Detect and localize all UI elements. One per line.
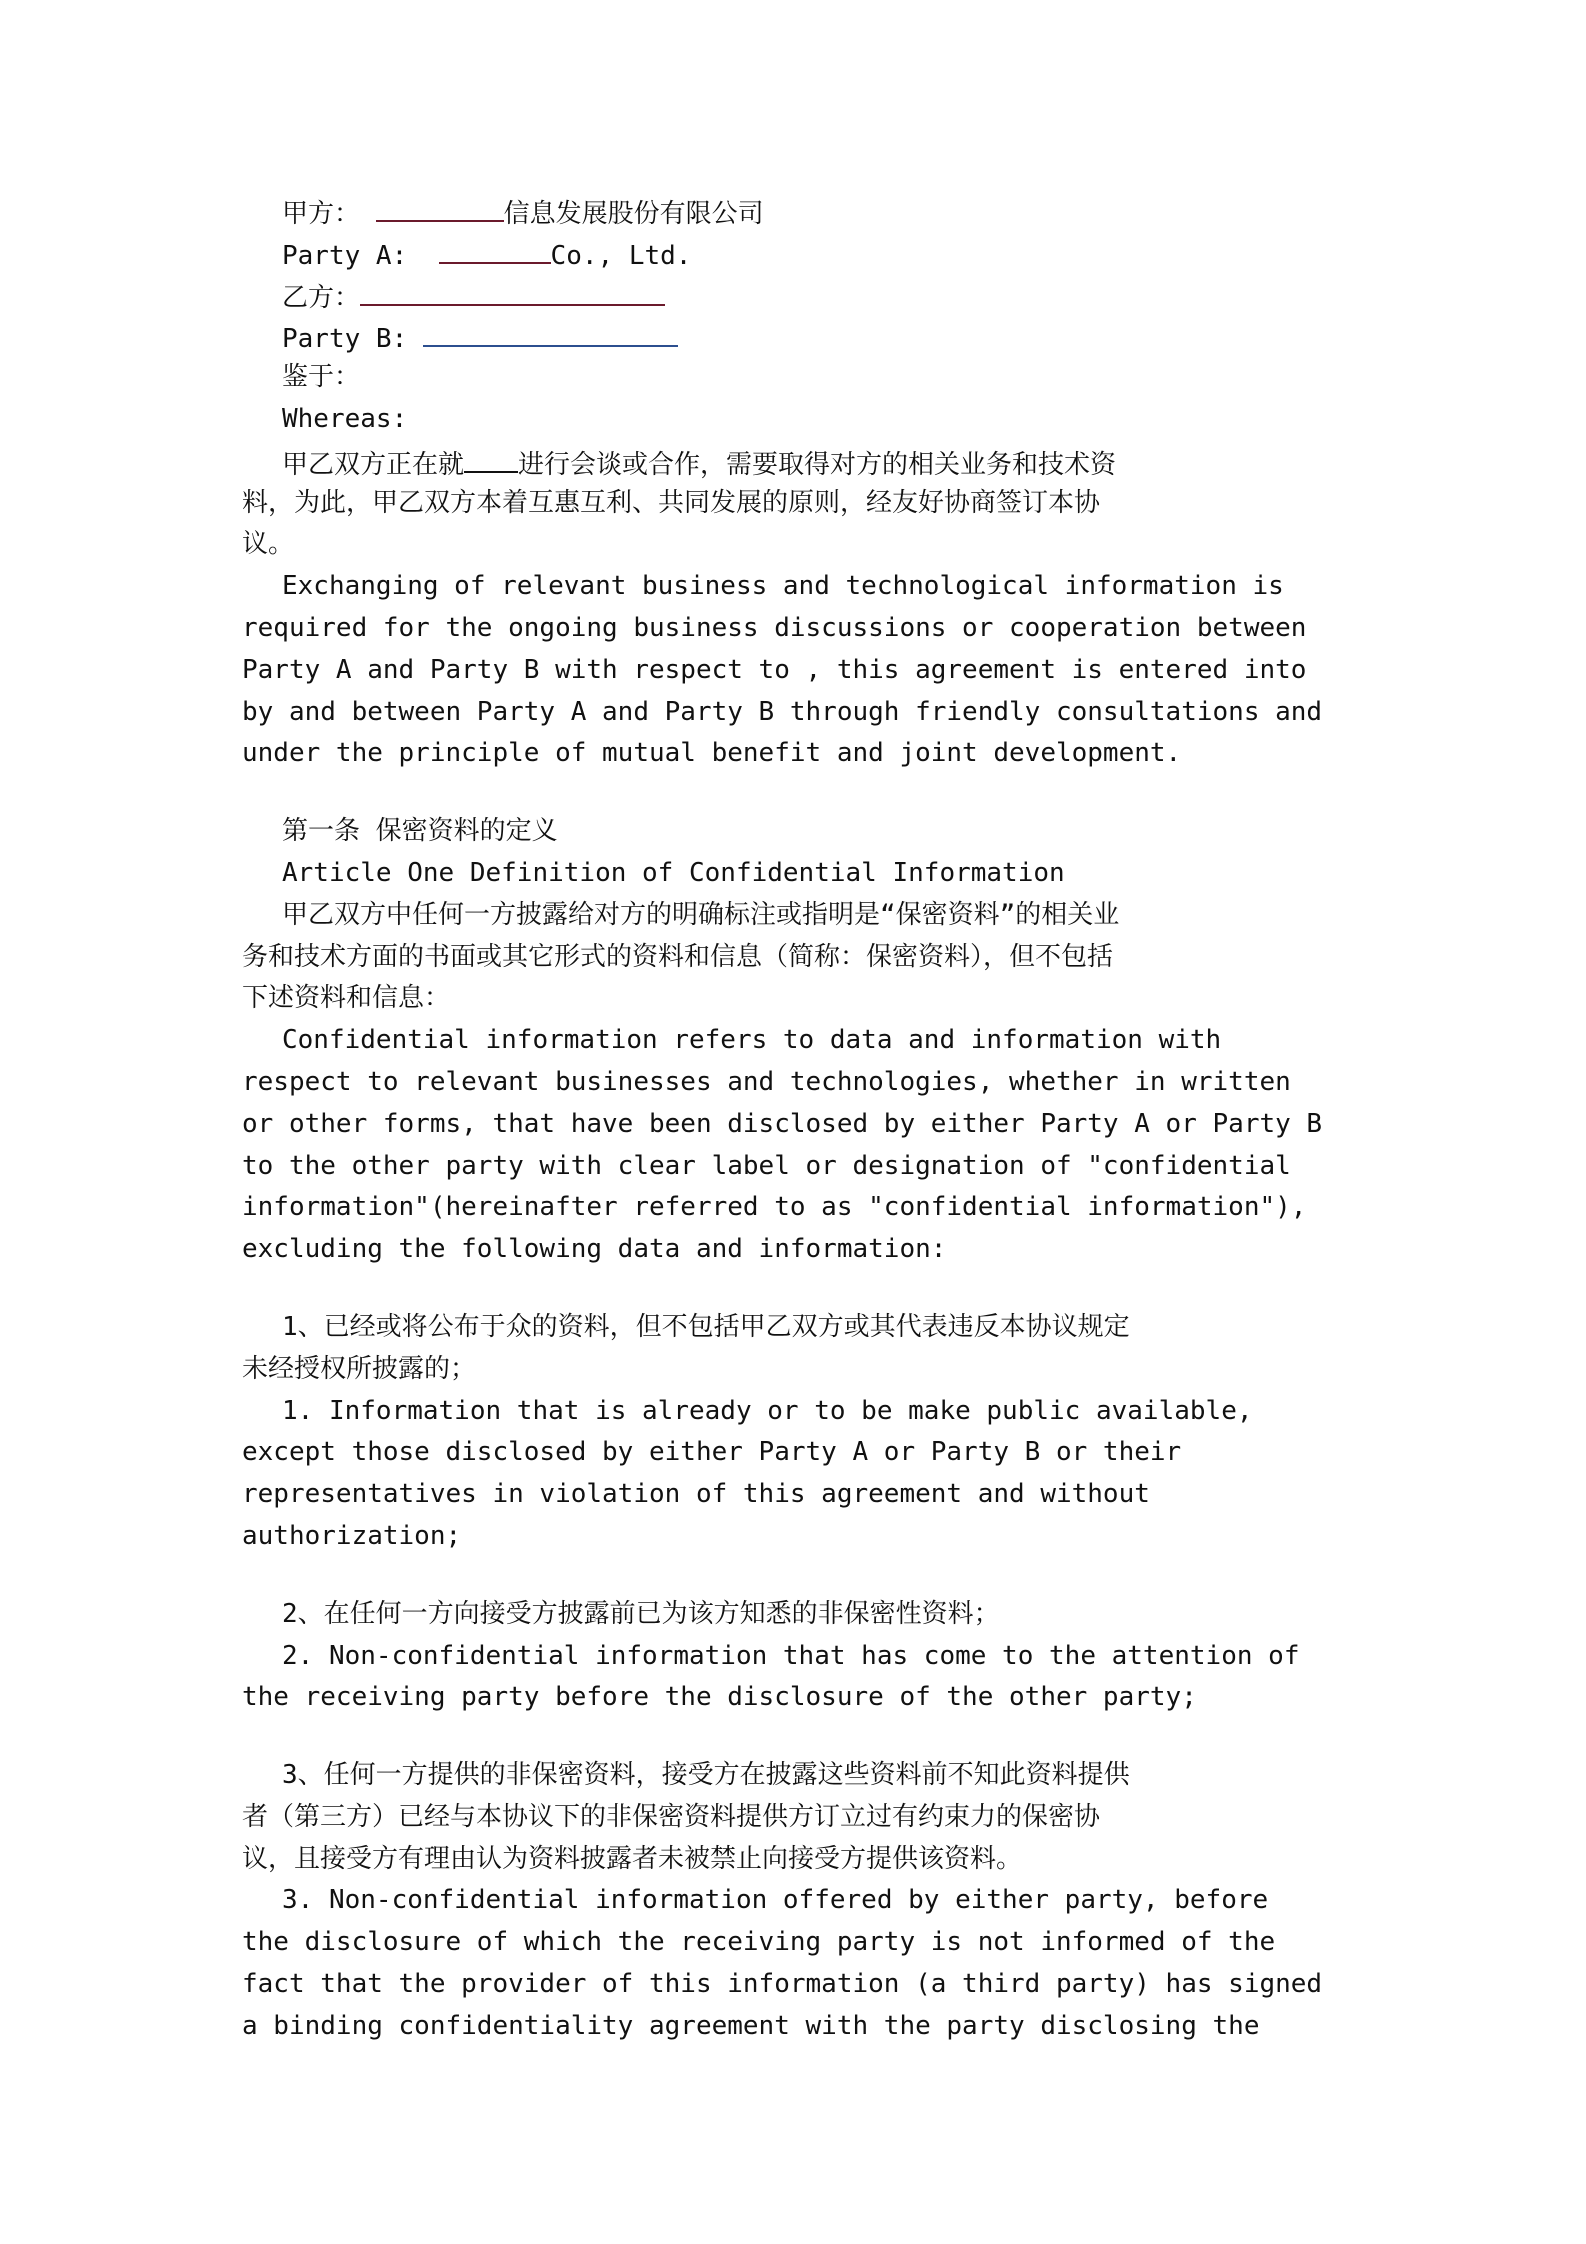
preamble-cn-line: 议。	[242, 529, 295, 560]
party-a-en	[242, 232, 1362, 274]
article-en-line: information"(hereinafter referred to as "confidential information"),	[242, 1192, 1307, 1223]
article-en-line: excluding the following data and information:	[242, 1234, 947, 1265]
item-cn-line: 者（第三方）已经与本协议下的非保密资料提供方订立过有约束力的保密协	[242, 1801, 1101, 1832]
party-a-en-blank	[439, 232, 551, 264]
company-suffix: Co., Ltd.	[550, 240, 692, 271]
article-title-cn: 第一条 保密资料的定义	[282, 816, 558, 847]
item-en-line: a binding confidentiality agreement with the party disclosing the	[242, 2010, 1260, 2041]
preamble-en-line: Exchanging of relevant business and technological information is	[282, 571, 1284, 602]
party-a-cn-blank	[376, 190, 504, 222]
whereas-cn: 鉴于：	[282, 362, 361, 393]
preamble-en-line: Party A and Party B with respect to , this agreement is entered into	[242, 654, 1307, 685]
company-suffix: 信息发展股份有限公司	[503, 199, 764, 229]
article-cn-line: 下述资料和信息：	[242, 983, 451, 1014]
party-b-en	[242, 315, 1362, 357]
article-en-line: respect to relevant businesses and technologies, whether in written	[242, 1066, 1291, 1097]
item-en-line: authorization;	[242, 1520, 462, 1551]
preamble-en-line: required for the ongoing business discussions or cooperation between	[242, 612, 1307, 643]
item-en-line: the disclosure of which the receiving party is not informed of the	[242, 1927, 1276, 1958]
party-a-cn	[242, 190, 1362, 232]
party-b-en-blank	[423, 315, 678, 347]
item-en-line: the receiving party before the disclosure of the other party;	[242, 1682, 1197, 1713]
text: 进行会谈或合作，需要取得对方的相关业务和技术资	[518, 449, 1117, 480]
preamble-cn-line	[242, 441, 1362, 483]
agreement-page	[242, 190, 1362, 2048]
label: 乙方：	[282, 282, 361, 313]
item-en-line: except those disclosed by either Party A or Party B or their	[242, 1437, 1182, 1468]
label: 甲方：	[282, 199, 361, 229]
whereas-en: Whereas:	[282, 403, 408, 434]
article-en-line: Confidential information refers to data and information with	[282, 1025, 1222, 1056]
item-en-line: 1. Information that is already or to be make public available,	[282, 1395, 1253, 1426]
item-cn-line: 未经授权所披露的；	[242, 1353, 477, 1384]
article-en-line: or other forms, that have been disclosed by either Party A or Party B	[242, 1108, 1323, 1139]
party-b-cn-blank	[360, 274, 665, 306]
preamble-cn-line: 料，为此，甲乙双方本着互惠互利、共同发展的原则，经友好协商签订本协	[242, 487, 1101, 518]
item-en-line: 3. Non-confidential information offered by either party, before	[282, 1885, 1269, 1916]
preamble-en-line: by and between Party A and Party B through friendly consultations and	[242, 696, 1323, 727]
item-cn-line: 1、已经或将公布于众的资料，但不包括甲乙双方或其代表违反本协议规定	[282, 1311, 1130, 1342]
text: 甲乙双方正在就	[282, 449, 465, 480]
item-cn-line: 3、任何一方提供的非保密资料，接受方在披露这些资料前不知此资料提供	[282, 1760, 1130, 1791]
label: Party B:	[282, 324, 408, 355]
article-cn-line: 务和技术方面的书面或其它形式的资料和信息（简称：保密资料），但不包括	[242, 941, 1114, 972]
item-en-line: representatives in violation of this agreement and without	[242, 1479, 1150, 1510]
item-cn-line: 议，且接受方有理由认为资料披露者未被禁止向接受方提供该资料。	[242, 1843, 1023, 1874]
party-b-cn	[242, 274, 1362, 316]
article-cn-line: 甲乙双方中任何一方披露给对方的明确标注或指明是“保密资料”的相关业	[282, 899, 1120, 930]
item-cn-line: 2、在任何一方向接受方披露前已为该方知悉的非保密性资料；	[282, 1598, 1000, 1629]
item-en-line: fact that the provider of this information (a third party) has signed	[242, 1969, 1323, 2000]
article-title-en: Article One Definition of Confidential Information	[282, 857, 1065, 888]
preamble-en-line: under the principle of mutual benefit and joint development.	[242, 738, 1182, 769]
label: Party A:	[282, 240, 408, 271]
subject-blank	[464, 441, 518, 473]
item-en-line: 2. Non-confidential information that has come to the attention of	[282, 1640, 1300, 1671]
article-en-line: to the other party with clear label or designation of "confidential	[242, 1150, 1291, 1181]
